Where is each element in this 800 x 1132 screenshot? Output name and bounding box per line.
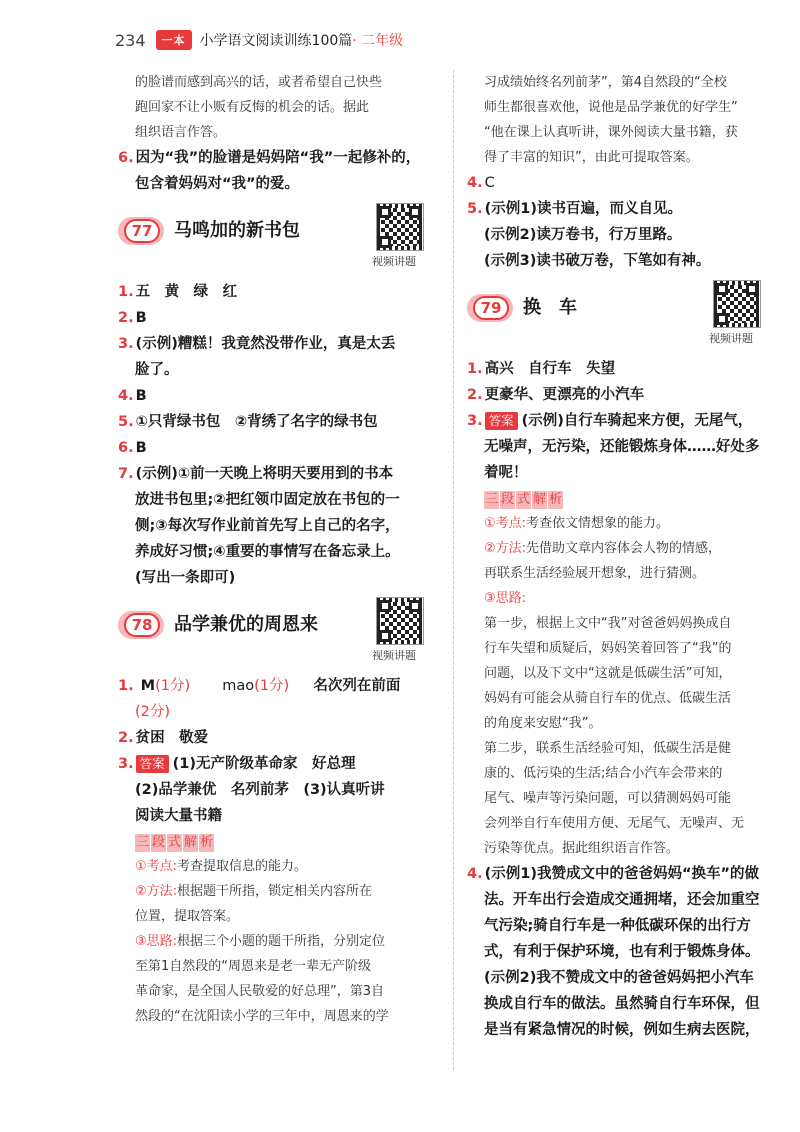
answer-4: 4. (示例1)我赞成文中的爸爸妈妈“换车”的做 [467,866,760,882]
grade-label: · 二年级 [352,33,404,49]
qr-code-icon[interactable] [713,280,761,328]
text-line: 气污染;骑自行车是一种低碳环保的出行方 [484,918,751,934]
answer-2: 2. B [118,310,147,326]
text-line: 师生都很喜欢他，说他是品学兼优的好学生” [484,100,738,115]
text-line: 然段的“在沈阳读小学的三年中，周恩来的学 [135,1009,389,1024]
section-number-badge: 77 [118,217,164,245]
silu-line: ③思路:根据三个小题的题干所指，分别定位 [135,934,386,949]
section-title: 品学兼优的周恩来 [174,614,318,635]
text-line: (示例2)我不赞成文中的爸爸妈妈把小汽车 [484,970,754,986]
text-line: 的脸谱而感到高兴的话，或者希望自己快些 [135,75,383,90]
answer-6: 6. 因为“我”的脸谱是妈妈陪“我”一起修补的， [118,150,421,166]
text-line: 养成好习惯;④重要的事情写在备忘录上。 [135,544,400,560]
right-column [467,70,787,1043]
text-line: 习成绩始终名列前茅”，第4自然段的“全校 [484,75,727,90]
text-line: 式，有利于保护环境，也有利于锻炼身体。 [484,944,760,960]
text-line: 第一步，根据上文中“我”对爸爸妈妈换成自 [484,616,732,631]
text-line: 行车失望和质疑后，妈妈笑着回答了“我”的 [484,641,732,656]
text-line: 再联系生活经验展开想象，进行猜测。 [484,566,706,581]
column-divider [453,70,454,1070]
answer-4: 4. C [467,175,495,191]
text-line: 至第1自然段的“周恩来是老一辈无产阶级 [135,959,372,974]
text-line: 革命家，是全国人民敬爱的好总理”，第3自 [135,984,385,999]
answer-5: 5. ①只背绿书包 ②背绣了名字的绿书包 [118,414,378,430]
text-line: 尾气、噪声等污染问题，可以猜测妈妈可能 [484,791,732,806]
text-line: 放进书包里;②把红领巾固定放在书包的一 [135,492,400,508]
section-header-78 [118,597,440,669]
text-line: 换成自行车的做法。虽然骑自行车环保，但 [484,996,760,1012]
brand-badge: 一本 [156,30,192,50]
kaodian-line: ①考点:考查依文情想象的能力。 [484,516,670,531]
text-line: (写出一条即可) [135,570,236,586]
answer-6: 6. B [118,440,147,456]
text-line: 侧;③每次写作业前首先写上自己的名字， [135,518,400,534]
score-line: (2分) [135,704,171,720]
text-line: 康的、低污染的生活;结合小汽车会带来的 [484,766,723,781]
section-header-79 [467,280,787,352]
text-line: 脸了。 [135,362,179,378]
section-title: 换 车 [523,297,577,318]
text-line: (2)品学兼优 名列前茅 (3)认真听讲 [135,782,385,798]
text-line: 妈妈有可能会从骑自行车的优点、低碳生活 [484,691,732,706]
answer-3: 3. 答案 (1)无产阶级革命家 好总理 [118,756,356,772]
answer-1: 1. M(1分) mao(1分) 名次列在前面 [118,678,401,694]
answer-5: 5. (示例1)读书百遍，而义自见。 [467,201,682,217]
left-column [118,70,440,1029]
section-title: 马鸣加的新书包 [174,220,300,241]
section-number-badge: 79 [467,294,513,322]
text-line: 是当有紧急情况的时候，例如生病去医院， [484,1022,760,1038]
answer-1: 1. 五 黄 绿 红 [118,284,238,300]
text-line: 着呢！ [484,465,528,481]
section-number-badge: 78 [118,611,164,639]
answer-label: 答案 [485,412,518,430]
answer-label: 答案 [136,755,169,773]
text-line: 包含着妈妈对“我”的爱。 [135,176,300,192]
analysis-label: 三 段 式 解 析 [485,492,563,507]
qr-code-icon[interactable] [376,597,424,645]
page-number: 234 [115,30,146,50]
answer-3: 3. (示例)糟糕！我竟然没带作业，真是太丢 [118,336,396,352]
answer-4: 4. B [118,388,147,404]
text-line: 污染等优点。据此组织语言作答。 [484,841,680,856]
text-line: (示例3)读书破万卷，下笔如有神。 [484,253,711,269]
qr-label: 视频讲题 [709,332,753,345]
text-line: 第二步，联系生活经验可知，低碳生活是健 [484,741,732,756]
qr-label: 视频讲题 [372,649,416,662]
qr-code-icon[interactable] [376,203,424,251]
fangfa-line: ②方法:根据题干所指，锁定相关内容所在 [135,884,373,899]
answer-2: 2. 更豪华、更漂亮的小汽车 [467,387,645,403]
text-line: 的角度来安慰“我”。 [484,716,602,731]
page-header [115,28,403,52]
text-line: (示例2)读万卷书，行万里路。 [484,227,682,243]
kaodian-line: ①考点:考查提取信息的能力。 [135,859,308,874]
analysis-label: 三 段 式 解 析 [136,835,214,850]
text-line: 会列举自行车使用方便、无尾气、无噪声、无 [484,816,745,831]
text-line: 得了丰富的知识”，由此可提取答案。 [484,150,699,165]
text-line: 问题，以及下文中“这就是低碳生活”可知， [484,666,732,681]
answer-1: 1. 高兴 自行车 失望 [467,361,616,377]
book-title: 小学语文阅读训练100篇 [199,33,353,49]
text-line: 跑回家不让小贩有反悔的机会的话。据此 [135,100,370,115]
answer-2: 2. 贫困 敬爱 [118,730,209,746]
silu-label: ③思路: [484,591,527,606]
qr-label: 视频讲题 [372,255,416,268]
text-line: 法。开车出行会造成交通拥堵，还会加重空 [484,892,760,908]
text-line: 组织语言作答。 [135,125,227,140]
section-header-77 [118,203,440,275]
answer-7: 7. (示例)①前一天晚上将明天要用到的书本 [118,466,394,482]
text-line: 位置，提取答案。 [135,909,240,924]
answer-3: 3. 答案 (示例)自行车骑起来方便，无尾气， [467,413,753,429]
text-line: 阅读大量书籍 [135,808,222,824]
text-line: “他在课上认真听讲，课外阅读大量书籍，获 [484,125,738,140]
text-line: 无噪声，无污染，还能锻炼身体……好处多 [484,439,760,455]
fangfa-line: ②方法:先借助文章内容体会人物的情感， [484,541,722,556]
